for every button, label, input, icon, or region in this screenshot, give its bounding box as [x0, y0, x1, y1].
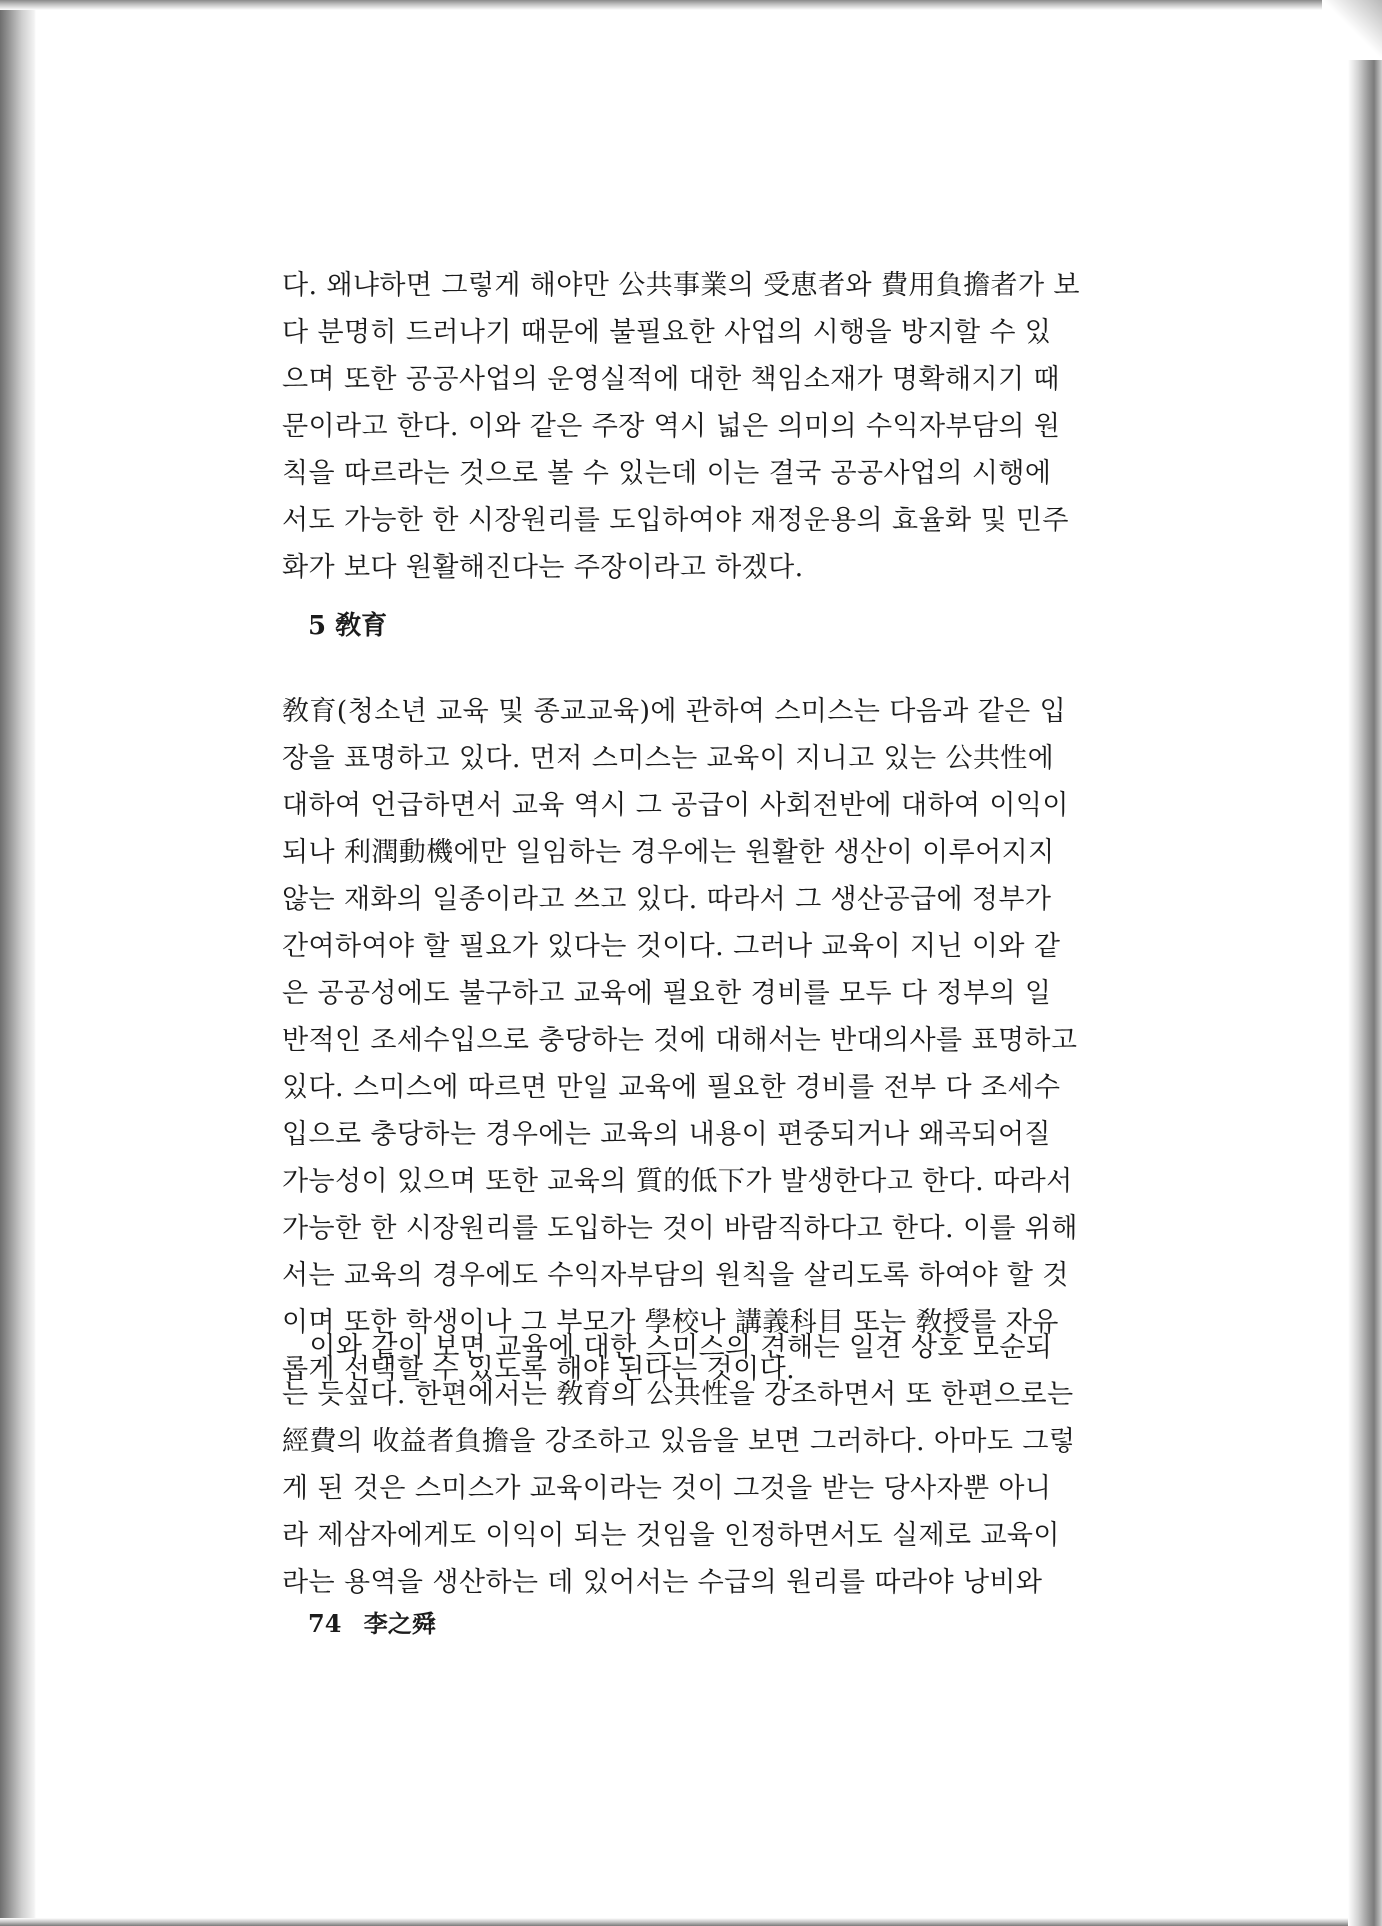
text-line: 이며 또한 학생이나 그 부모가 學校나 講義科目 또는 敎授를 자유 — [282, 1307, 1059, 1338]
text-line: 되나 利潤動機에만 일임하는 경우에는 원활한 생산이 이루어지지 — [282, 837, 1055, 868]
text-line: 않는 재화의 일종이라고 쓰고 있다. 따라서 그 생산공급에 정부가 — [282, 884, 1052, 915]
text-line: 롭게 선택할 수 있도록 해야 된다는 것이다. — [282, 1354, 796, 1385]
author-name: 李之舜 — [363, 1609, 436, 1638]
text-line: 서도 가능한 한 시장원리를 도입하여야 재정운용의 효율화 및 민주 — [282, 505, 1069, 536]
text-line: 간여하여야 할 필요가 있다는 것이다. 그러나 교육이 지닌 이와 같 — [282, 931, 1061, 962]
scan-edge-left — [0, 0, 36, 1926]
scan-edge-bottom — [0, 1918, 1382, 1926]
page-number: 74 — [308, 1609, 342, 1638]
paragraph-contradiction — [282, 1324, 1192, 1606]
text-line: 敎育(청소년 교육 및 종교교육)에 관하여 스미스는 다음과 같은 입 — [282, 696, 1067, 727]
section-number: 5 — [308, 611, 327, 641]
text-line: 게 된 것은 스미스가 교육이라는 것이 그것을 받는 당사자뿐 아니 — [282, 1473, 1052, 1504]
text-line: 대하여 언급하면서 교육 역시 그 공급이 사회전반에 대하여 이익이 — [282, 790, 1069, 821]
text-line: 다. 왜냐하면 그렇게 해야만 公共事業의 受恵者와 費用負擔者가 보 — [282, 270, 1080, 301]
scan-edge-right — [1348, 0, 1382, 1926]
text-line: 는 듯싶다. 한편에서는 敎育의 公共性을 강조하면서 또 한편으로는 — [282, 1379, 1074, 1410]
text-line: 라는 용역을 생산하는 데 있어서는 수급의 원리를 따라야 낭비와 — [282, 1567, 1043, 1598]
text-line: 은 공공성에도 불구하고 교육에 필요한 경비를 모두 다 정부의 일 — [282, 978, 1052, 1009]
paragraph-continuation — [282, 262, 1192, 591]
text-line: 이와 같이 보면 교육에 대한 스미스의 견해는 일견 상호 모순되 — [282, 1332, 1053, 1363]
scan-edge-top — [0, 0, 1382, 10]
text-line: 화가 보다 원활해진다는 주장이라고 하겠다. — [282, 552, 804, 583]
text-line: 반적인 조세수입으로 충당하는 것에 대해서는 반대의사를 표명하고 — [282, 1025, 1078, 1056]
text-line: 經費의 收益者負擔을 강조하고 있음을 보면 그러하다. 아마도 그렇 — [282, 1426, 1076, 1457]
text-line: 칙을 따르라는 것으로 볼 수 있는데 이는 결국 공공사업의 시행에 — [282, 458, 1052, 489]
section-heading — [308, 604, 387, 648]
text-line: 가능한 한 시장원리를 도입하는 것이 바람직하다고 한다. 이를 위해 — [282, 1213, 1078, 1244]
page-footer — [308, 1604, 436, 1644]
paragraph-education — [282, 688, 1192, 1393]
text-line: 라 제삼자에게도 이익이 되는 것임을 인정하면서도 실제로 교육이 — [282, 1520, 1060, 1551]
text-line: 서는 교육의 경우에도 수익자부담의 원칙을 살리도록 하여야 할 것 — [282, 1260, 1069, 1291]
scan-corner — [1322, 0, 1382, 60]
text-line: 장을 표명하고 있다. 먼저 스미스는 교육이 지니고 있는 公共性에 — [282, 743, 1055, 774]
text-line: 다 분명히 드러나기 때문에 불필요한 사업의 시행을 방지할 수 있 — [282, 317, 1052, 348]
text-line: 입으로 충당하는 경우에는 교육의 내용이 편중되거나 왜곡되어질 — [282, 1119, 1051, 1150]
text-line: 있다. 스미스에 따르면 만일 교육에 필요한 경비를 전부 다 조세수 — [282, 1072, 1061, 1103]
text-line: 으며 또한 공공사업의 운영실적에 대한 책임소재가 명확해지기 때 — [282, 364, 1060, 395]
text-line: 문이라고 한다. 이와 같은 주장 역시 넓은 의미의 수익자부담의 원 — [282, 411, 1061, 442]
section-title: 敎育 — [335, 611, 388, 641]
text-line: 가능성이 있으며 또한 교육의 質的低下가 발생한다고 한다. 따라서 — [282, 1166, 1073, 1197]
